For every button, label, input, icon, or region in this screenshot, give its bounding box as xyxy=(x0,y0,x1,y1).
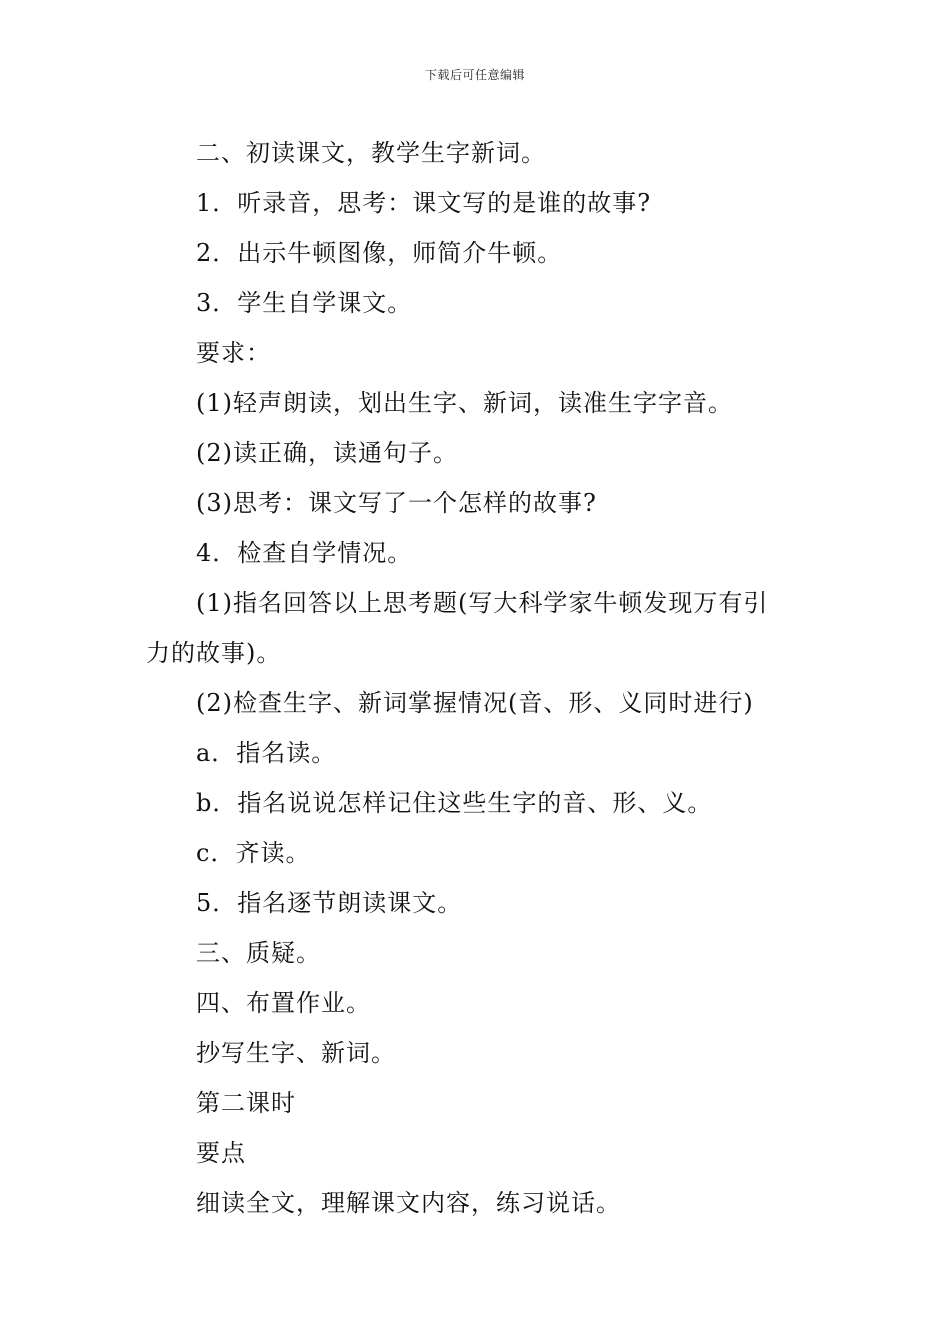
paragraph: b．指名说说怎样记住这些生字的音、形、义。 xyxy=(196,789,713,817)
header-note: 下载后可任意编辑 xyxy=(424,68,525,82)
paragraph: 细读全文，理解课文内容，练习说话。 xyxy=(196,1189,621,1217)
paragraph: 4．检查自学情况。 xyxy=(196,539,413,567)
paragraph: (1)轻声朗读，划出生字、新词，读准生字字音。 xyxy=(196,389,733,417)
paragraph: 1．听录音，思考：课文写的是谁的故事? xyxy=(196,189,652,217)
paragraph: 要求： xyxy=(196,339,271,367)
document-body xyxy=(146,128,826,1228)
section-heading: 三、质疑。 xyxy=(196,939,321,967)
paragraph: 2．出示牛顿图像，师简介牛顿。 xyxy=(196,239,563,267)
paragraph: (2)读正确，读通句子。 xyxy=(196,439,458,467)
paragraph: (3)思考：课文写了一个怎样的故事? xyxy=(196,489,597,517)
paragraph: (2)检查生字、新词掌握情况(音、形、义同时进行) xyxy=(196,689,754,717)
section-heading: 要点 xyxy=(196,1139,246,1167)
paragraph: 3．学生自学课文。 xyxy=(196,289,413,317)
section-heading: 第二课时 xyxy=(196,1089,296,1117)
section-heading: 四、布置作业。 xyxy=(196,989,371,1017)
paragraph: c．齐读。 xyxy=(196,839,311,867)
section-heading: 二、初读课文，教学生字新词。 xyxy=(196,139,546,167)
paragraph-continuation: 力的故事)。 xyxy=(146,639,282,667)
paragraph: 5．指名逐节朗读课文。 xyxy=(196,889,463,917)
paragraph: a．指名读。 xyxy=(196,739,337,767)
paragraph: 抄写生字、新词。 xyxy=(196,1039,396,1067)
paragraph: (1)指名回答以上思考题(写大科学家牛顿发现万有引 xyxy=(196,589,769,617)
